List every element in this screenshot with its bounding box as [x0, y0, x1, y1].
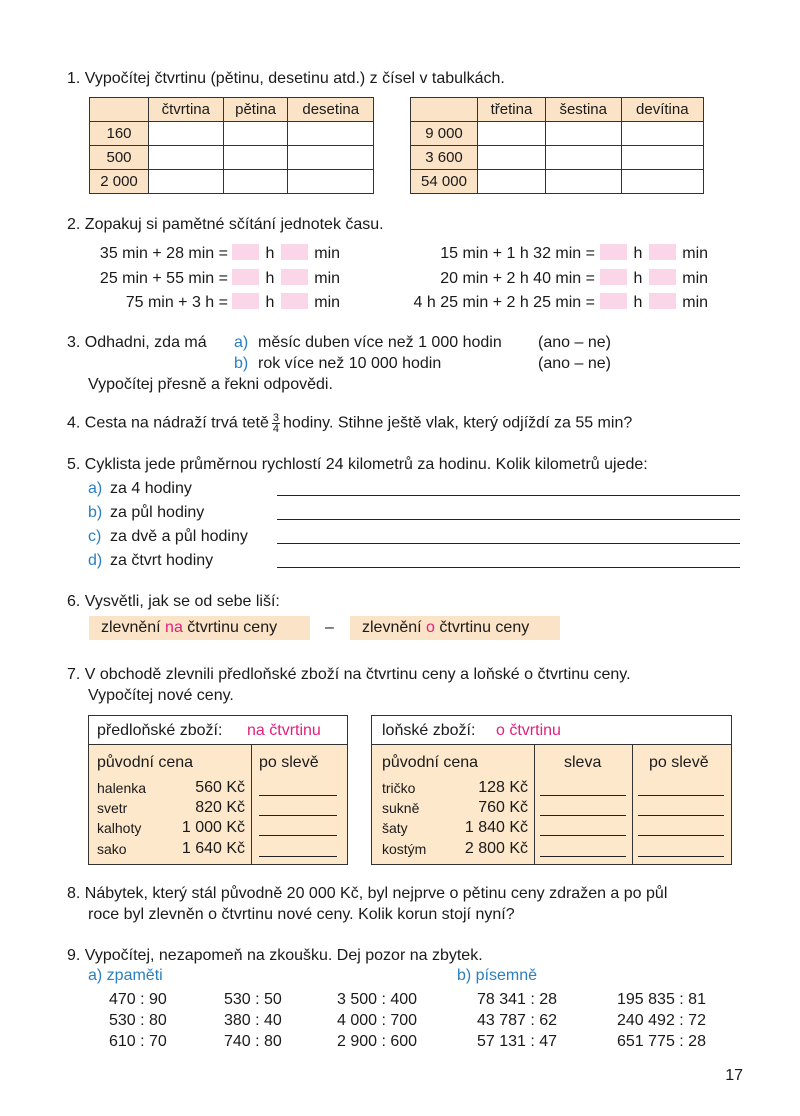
answer-line[interactable] — [277, 543, 740, 544]
answer-cell[interactable] — [478, 146, 546, 170]
answer-line[interactable] — [277, 495, 740, 496]
column-header: původní cena — [382, 754, 479, 771]
unit-h: h — [633, 270, 643, 287]
answer-cell[interactable] — [621, 122, 703, 146]
answer-cell[interactable] — [545, 146, 621, 170]
item-name: tričko — [382, 780, 416, 796]
table-fractions-2 — [410, 97, 704, 194]
table-header: pětina — [223, 98, 288, 122]
table-header: čtvrtina — [149, 98, 224, 122]
division-task: 380 : 40 — [224, 1012, 282, 1029]
exercise-8-text-2: roce byl zlevněn o čtvrtinu nové ceny. Kolik korun stojí nyní? — [88, 906, 515, 923]
table-fractions-1 — [89, 97, 374, 194]
table-header: šestina — [545, 98, 621, 122]
answer-cell[interactable] — [545, 170, 621, 194]
answer-cell[interactable] — [621, 146, 703, 170]
answer-line[interactable] — [638, 795, 724, 796]
division-task: 651 775 : 28 — [617, 1033, 706, 1050]
option-letter: c) — [88, 528, 102, 545]
time-sums — [0, 244, 800, 316]
option-letter: a) — [234, 334, 249, 351]
table-corner — [90, 98, 149, 122]
division-task: 470 : 90 — [109, 991, 167, 1008]
shop-table-previous-year — [88, 715, 348, 865]
division-task: 530 : 80 — [109, 1012, 167, 1029]
time-expr: 75 min + 3 h = — [125, 294, 228, 311]
minutes-box[interactable] — [649, 293, 676, 309]
exercise-7-text: 7. V obchodě zlevnili předloňské zboží na čtvrtinu ceny a loňské o čtvrtinu ceny. — [67, 666, 631, 683]
exercise-8-text: 8. Nábytek, který stál původně 20 000 Kč, byl nejprve o pětinu ceny zdražen a po půl — [67, 885, 668, 902]
answer-line[interactable] — [259, 795, 337, 796]
table-row-header: 54 000 — [411, 170, 478, 194]
column-header: po slevě — [649, 754, 709, 771]
table-row-header: 9 000 — [411, 122, 478, 146]
item-price: 2 800 Kč — [464, 840, 528, 857]
item-name: halenka — [97, 780, 147, 796]
item-price: 1 640 Kč — [181, 840, 245, 857]
shop-title: loňské zboží: — [382, 722, 476, 739]
option-text: za dvě a půl hodiny — [110, 528, 248, 545]
shop-title-key: o čtvrtinu — [496, 722, 561, 739]
hours-box[interactable] — [600, 244, 627, 260]
option-text: měsíc duben více než 1 000 hodin — [258, 334, 502, 351]
minutes-box[interactable] — [281, 244, 308, 260]
hours-box[interactable] — [232, 244, 259, 260]
subtask-label-mental: a) zpaměti — [88, 967, 163, 984]
option-letter: b) — [234, 355, 249, 372]
answer-line[interactable] — [638, 815, 724, 816]
time-expr: 35 min + 28 min = — [99, 245, 228, 262]
answer-cell[interactable] — [223, 146, 288, 170]
item-price: 820 Kč — [195, 799, 245, 816]
shop-title: předloňské zboží: — [97, 722, 223, 739]
exercise-7-text-2: Vypočítej nové ceny. — [88, 687, 234, 704]
unit-min: min — [314, 270, 341, 287]
answer-line[interactable] — [540, 815, 626, 816]
item-name: kostým — [382, 841, 427, 857]
unit-h: h — [265, 294, 275, 311]
column-header: původní cena — [97, 754, 194, 771]
time-expr: 20 min + 2 h 40 min = — [440, 270, 595, 287]
table-row-header: 500 — [90, 146, 149, 170]
table-corner — [411, 98, 478, 122]
division-task: 78 341 : 28 — [477, 991, 558, 1008]
unit-h: h — [265, 270, 275, 287]
exercise-6-text: 6. Vysvětli, jak se od sebe liší: — [67, 593, 280, 610]
exercise-3-text: 3. Odhadni, zda má — [67, 334, 207, 351]
division-task: 530 : 50 — [224, 991, 282, 1008]
exercise-4-text: 4. Cesta na nádraží trvá tetě $\frac{3}{4}$ hodiny. Stihne ještě vlak, který odjíždí za 55 min? — [67, 412, 633, 435]
option-text: za čtvrt hodiny — [110, 552, 214, 569]
division-task: 2 900 : 600 — [337, 1033, 418, 1050]
answer-cell[interactable] — [478, 122, 546, 146]
item-name: šaty — [382, 820, 408, 836]
exercise-5-text: 5. Cyklista jede průměrnou rychlostí 24 kilometrů za hodinu. Kolik kilometrů ujede: — [67, 456, 648, 473]
answer-line[interactable] — [259, 856, 337, 857]
answer-cell[interactable] — [545, 122, 621, 146]
division-task: 195 835 : 81 — [617, 991, 706, 1008]
division-task: 740 : 80 — [224, 1033, 282, 1050]
option-text: za 4 hodiny — [110, 480, 192, 497]
minutes-box[interactable] — [281, 293, 308, 309]
answer-cell[interactable] — [223, 122, 288, 146]
time-expr: 4 h 25 min + 2 h 25 min = — [413, 294, 595, 311]
dash: – — [325, 619, 334, 636]
answer-line[interactable] — [540, 856, 626, 857]
answer-cell[interactable] — [149, 122, 224, 146]
discount-phrase-na: zlevnění na čtvrtinu ceny — [89, 616, 310, 640]
exercise-9-text: 9. Vypočítej, nezapomeň na zkoušku. Dej pozor na zbytek. — [67, 947, 483, 964]
item-name: sukně — [382, 800, 420, 816]
exercise-2-text: 2. Zopakuj si pamětné sčítání jednotek času. — [67, 216, 384, 233]
answer-cell[interactable] — [288, 146, 374, 170]
time-expr: 15 min + 1 h 32 min = — [440, 245, 595, 262]
answer-cell[interactable] — [223, 170, 288, 194]
minutes-box[interactable] — [281, 269, 308, 285]
answer-cell[interactable] — [288, 170, 374, 194]
unit-min: min — [682, 294, 709, 311]
answer-cell[interactable] — [478, 170, 546, 194]
item-name: kalhoty — [97, 820, 142, 836]
exercise-1-text: 1. Vypočítej čtvrtinu (pětinu, desetinu atd.) z čísel v tabulkách. — [67, 70, 505, 87]
answer-cell[interactable] — [621, 170, 703, 194]
answer-line[interactable] — [259, 815, 337, 816]
answer-line[interactable] — [638, 856, 724, 857]
option-text: za půl hodiny — [110, 504, 205, 521]
shop-table-last-year — [371, 715, 732, 865]
option-choice: (ano – ne) — [538, 355, 611, 372]
option-letter: b) — [88, 504, 103, 521]
option-choice: (ano – ne) — [538, 334, 611, 351]
division-task: 240 492 : 72 — [617, 1012, 706, 1029]
answer-line[interactable] — [259, 835, 337, 836]
item-name: svetr — [97, 800, 128, 816]
unit-h: h — [633, 294, 643, 311]
shop-title-key: na čtvrtinu — [247, 722, 321, 739]
item-price: 1 000 Kč — [181, 819, 245, 836]
unit-h: h — [265, 245, 275, 262]
hours-box[interactable] — [232, 293, 259, 309]
column-header: po slevě — [259, 754, 319, 771]
unit-min: min — [314, 294, 341, 311]
answer-cell[interactable] — [149, 170, 224, 194]
item-price: 1 840 Kč — [464, 819, 528, 836]
unit-min: min — [314, 245, 341, 262]
unit-h: h — [633, 245, 643, 262]
answer-line[interactable] — [540, 835, 626, 836]
option-letter: d) — [88, 552, 103, 569]
minutes-box[interactable] — [649, 269, 676, 285]
hours-box[interactable] — [600, 293, 627, 309]
table-header: desetina — [288, 98, 374, 122]
table-row-header: 3 600 — [411, 146, 478, 170]
table-header: třetina — [478, 98, 546, 122]
hours-box[interactable] — [600, 269, 627, 285]
page-number: 17 — [725, 1067, 743, 1084]
fraction-three-quarters: $\frac{3}{4}$ — [272, 412, 280, 435]
subtask-label-written: b) písemně — [457, 967, 538, 984]
item-price: 760 Kč — [478, 799, 528, 816]
answer-cell[interactable] — [288, 122, 374, 146]
unit-min: min — [682, 270, 709, 287]
item-name: sako — [97, 841, 127, 857]
answer-line[interactable] — [277, 519, 740, 520]
item-price: 128 Kč — [478, 779, 528, 796]
table-header: devítina — [621, 98, 703, 122]
hours-box[interactable] — [232, 269, 259, 285]
option-letter: a) — [88, 480, 103, 497]
division-task: 3 500 : 400 — [337, 991, 418, 1008]
column-header: sleva — [564, 754, 602, 771]
minutes-box[interactable] — [649, 244, 676, 260]
unit-min: min — [682, 245, 709, 262]
division-task: 4 000 : 700 — [337, 1012, 418, 1029]
time-expr: 25 min + 55 min = — [99, 270, 228, 287]
answer-line[interactable] — [277, 567, 740, 568]
answer-line[interactable] — [540, 795, 626, 796]
answer-cell[interactable] — [149, 146, 224, 170]
answer-line[interactable] — [638, 835, 724, 836]
division-task: 610 : 70 — [109, 1033, 167, 1050]
option-text: rok více než 10 000 hodin — [258, 355, 442, 372]
division-task: 57 131 : 47 — [477, 1033, 558, 1050]
table-row-header: 160 — [90, 122, 149, 146]
division-task: 43 787 : 62 — [477, 1012, 558, 1029]
item-price: 560 Kč — [195, 779, 245, 796]
table-row-header: 2 000 — [90, 170, 149, 194]
discount-phrase-o: zlevnění o čtvrtinu ceny — [350, 616, 560, 640]
exercise-3-followup: Vypočítej přesně a řekni odpovědi. — [88, 376, 333, 393]
